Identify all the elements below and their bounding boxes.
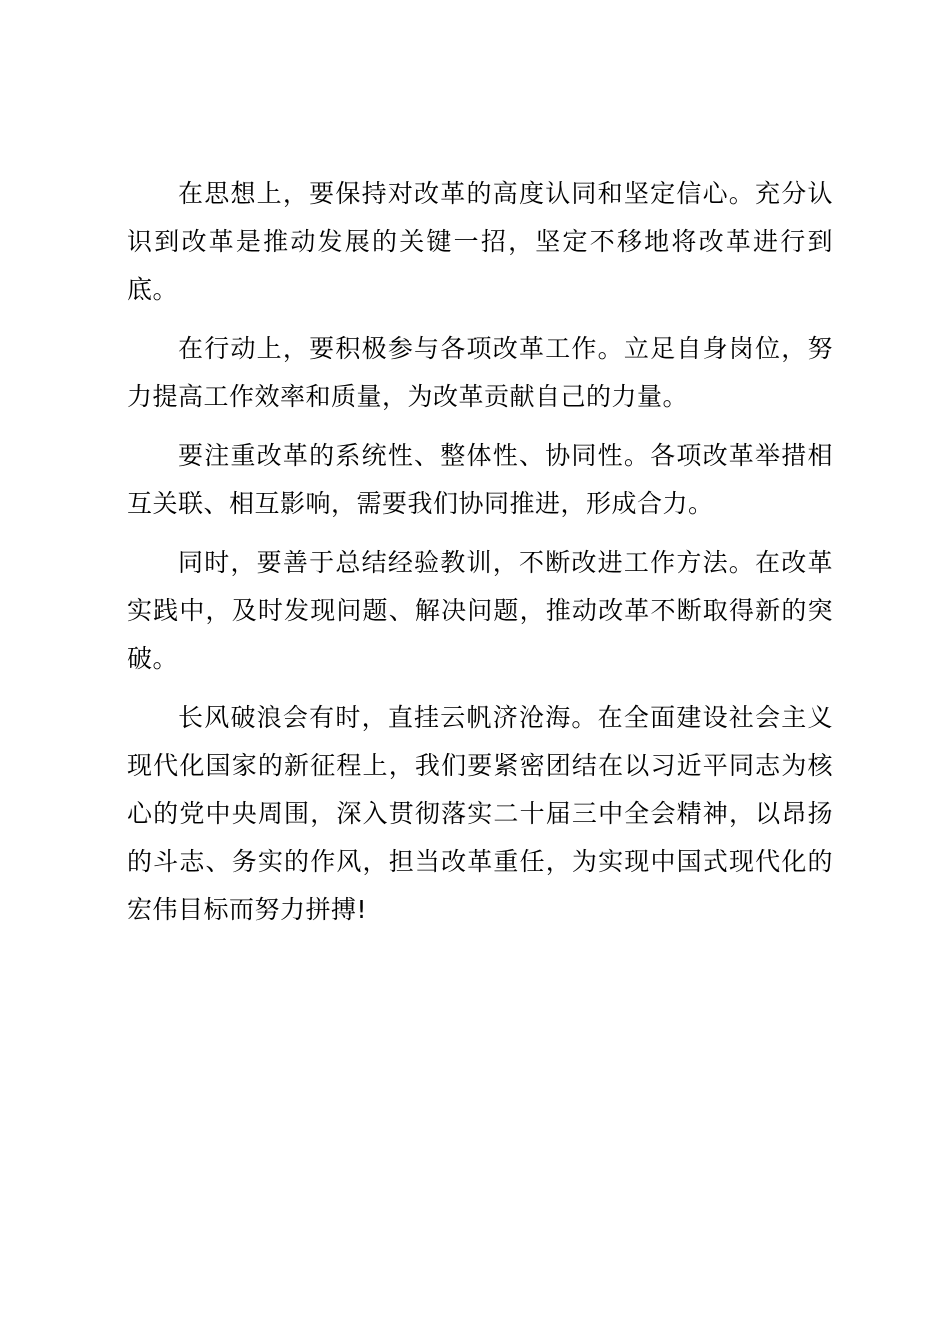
document-body [127,170,833,945]
paragraph-thinking: 在思想上，要保持对改革的高度认同和坚定信心。充分认识到改革是推动发展的关键一招，坚定不移地将改革进行到底。 [127,179,833,304]
paragraph-coordination: 要注重改革的系统性、整体性、协同性。各项改革举措相互关联、相互影响，需要我们协同推进，形成合力。 [127,441,833,518]
paragraph-experience: 同时，要善于总结经验教训，不断改进工作方法。在改革实践中，及时发现问题、解决问题，推动改革不断取得新的突破。 [127,548,833,673]
paragraph-conclusion: 长风破浪会有时，直挂云帆济沧海。在全面建设社会主义现代化国家的新征程上，我们要紧密团结在以习近平同志为核心的党中央周围，深入贯彻落实二十届三中全会精神，以昂扬的斗志、务实的作风，担当改革重任，为实现中国式现代化的宏伟目标而努力拼搏! [127,703,833,924]
paragraph-action: 在行动上，要积极参与各项改革工作。立足自身岗位，努力提高工作效率和质量，为改革贡献自己的力量。 [127,334,833,411]
